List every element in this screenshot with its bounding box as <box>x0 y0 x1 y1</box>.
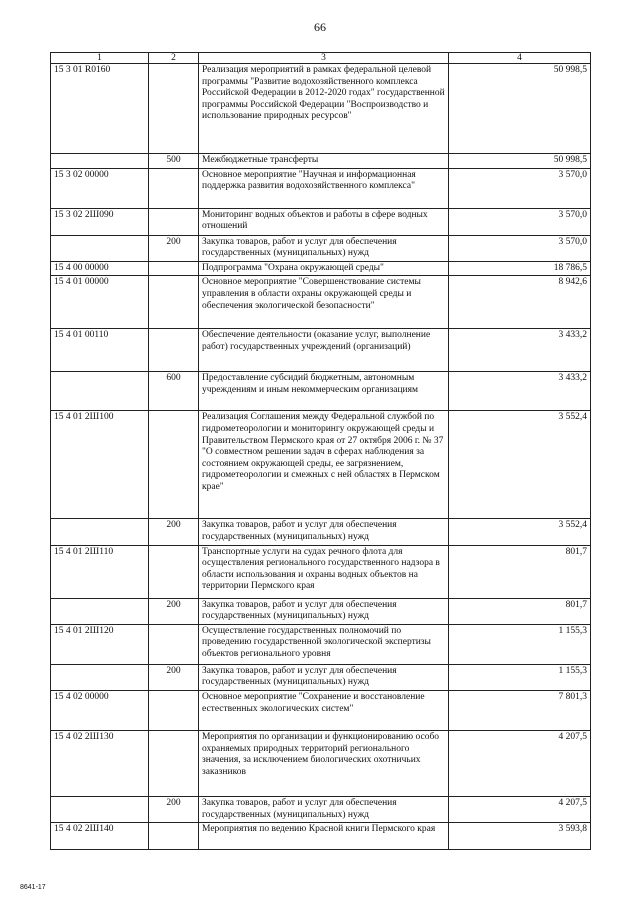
table-row <box>51 329 591 372</box>
row-code <box>51 519 149 545</box>
row-code: 15 4 01 2Ш120 <box>51 624 149 664</box>
row-amount: 3 570,0 <box>449 208 591 235</box>
row-amount: 50 998,5 <box>449 64 591 154</box>
table-row <box>51 519 591 545</box>
row-amount: 3 433,2 <box>449 329 591 372</box>
row-type <box>149 690 199 730</box>
row-type: 200 <box>149 519 199 545</box>
row-type <box>149 64 199 154</box>
row-code: 15 3 01 R0160 <box>51 64 149 154</box>
row-type: 200 <box>149 235 199 261</box>
row-name: Мониторинг водных объектов и работы в сфере водных отношений <box>199 208 449 235</box>
row-type: 200 <box>149 796 199 822</box>
table-row <box>51 823 591 850</box>
row-name: Основное мероприятие "Сохранение и восстановление естественных экологических систем" <box>199 690 449 730</box>
row-type <box>149 411 199 519</box>
table-row <box>51 168 591 208</box>
table-row <box>51 624 591 664</box>
row-name: Основное мероприятие "Совершенствование системы управления в области охраны окружающей среды и обеспечения экологической безопасности" <box>199 276 449 329</box>
row-amount: 4 207,5 <box>449 730 591 796</box>
row-amount: 3 552,4 <box>449 519 591 545</box>
page-number: 66 <box>314 20 326 34</box>
row-code: 15 4 02 2Ш140 <box>51 823 149 850</box>
row-name: Закупка товаров, работ и услуг для обеспечения государственных (муниципальных) нужд <box>199 796 449 822</box>
row-amount: 4 207,5 <box>449 796 591 822</box>
row-type: 200 <box>149 598 199 624</box>
row-type <box>149 730 199 796</box>
table-row <box>51 690 591 730</box>
table-row <box>51 261 591 276</box>
row-amount: 3 570,0 <box>449 168 591 208</box>
row-code <box>51 664 149 690</box>
table-row <box>51 276 591 329</box>
row-type: 200 <box>149 664 199 690</box>
header-col-2: 2 <box>149 53 199 64</box>
row-name: Мероприятия по организации и функционированию особо охраняемых природных территорий регионального значения, за исключением биологических охотничьих заказников <box>199 730 449 796</box>
header-col-4: 4 <box>449 53 591 64</box>
row-amount: 801,7 <box>449 545 591 598</box>
table-row <box>51 411 591 519</box>
row-code: 15 3 02 2Ш090 <box>51 208 149 235</box>
row-amount: 1 155,3 <box>449 664 591 690</box>
row-type <box>149 545 199 598</box>
row-name: Реализация мероприятий в рамках федеральной целевой программы "Развитие водохозяйственного комплекса Российской Федерации в 2012-2020 годах" государственной программы Российской Федерации "Воспроизводство и использование природных ресурсов" <box>199 64 449 154</box>
table-row <box>51 545 591 598</box>
row-amount: 8 942,6 <box>449 276 591 329</box>
row-type <box>149 823 199 850</box>
row-type <box>149 261 199 276</box>
document-code: 8641-17 <box>20 884 46 891</box>
table-row <box>51 598 591 624</box>
budget-table <box>50 52 591 850</box>
row-code: 15 4 01 00110 <box>51 329 149 372</box>
row-amount: 3 433,2 <box>449 372 591 411</box>
table-row <box>51 372 591 411</box>
row-amount: 3 593,8 <box>449 823 591 850</box>
table-header <box>51 53 591 64</box>
row-name: Основное мероприятие "Научная и информационная поддержка развития водохозяйственного комплекса" <box>199 168 449 208</box>
row-amount: 18 786,5 <box>449 261 591 276</box>
row-name: Межбюджетные трансферты <box>199 154 449 169</box>
row-type: 500 <box>149 154 199 169</box>
row-type <box>149 329 199 372</box>
table-row <box>51 796 591 822</box>
row-amount: 7 801,3 <box>449 690 591 730</box>
row-amount: 3 552,4 <box>449 411 591 519</box>
header-col-3: 3 <box>199 53 449 64</box>
table-row <box>51 64 591 154</box>
row-name: Закупка товаров, работ и услуг для обеспечения государственных (муниципальных) нужд <box>199 519 449 545</box>
row-code <box>51 235 149 261</box>
row-amount: 50 998,5 <box>449 154 591 169</box>
row-amount: 801,7 <box>449 598 591 624</box>
row-amount: 3 570,0 <box>449 235 591 261</box>
row-name: Осуществление государственных полномочий по проведению государственной экологической экспертизы объектов регионального уровня <box>199 624 449 664</box>
row-name: Подпрограмма "Охрана окружающей среды" <box>199 261 449 276</box>
table-row <box>51 730 591 796</box>
row-code <box>51 372 149 411</box>
row-code <box>51 154 149 169</box>
row-type <box>149 168 199 208</box>
row-amount: 1 155,3 <box>449 624 591 664</box>
row-name: Обеспечение деятельности (оказание услуг, выполнение работ) государственных учреждений (организаций) <box>199 329 449 372</box>
row-code: 15 4 01 00000 <box>51 276 149 329</box>
table-row <box>51 154 591 169</box>
row-code: 15 4 02 00000 <box>51 690 149 730</box>
row-type <box>149 276 199 329</box>
row-code: 15 4 02 2Ш130 <box>51 730 149 796</box>
row-name: Закупка товаров, работ и услуг для обеспечения государственных (муниципальных) нужд <box>199 664 449 690</box>
table-row <box>51 208 591 235</box>
row-code: 15 4 01 2Ш110 <box>51 545 149 598</box>
row-name: Предоставление субсидий бюджетным, автономным учреждениям и иным некоммерческим организациям <box>199 372 449 411</box>
row-name: Закупка товаров, работ и услуг для обеспечения государственных (муниципальных) нужд <box>199 235 449 261</box>
row-name: Закупка товаров, работ и услуг для обеспечения государственных (муниципальных) нужд <box>199 598 449 624</box>
row-code: 15 3 02 00000 <box>51 168 149 208</box>
row-type <box>149 208 199 235</box>
table-row <box>51 664 591 690</box>
row-code <box>51 796 149 822</box>
row-code <box>51 598 149 624</box>
row-name: Мероприятия по ведению Красной книги Пермского края <box>199 823 449 850</box>
row-type <box>149 624 199 664</box>
row-code: 15 4 00 00000 <box>51 261 149 276</box>
header-col-1: 1 <box>51 53 149 64</box>
row-code: 15 4 01 2Ш100 <box>51 411 149 519</box>
row-name: Реализация Соглашения между Федеральной службой по гидрометеорологии и мониторингу окружающей среды и Правительством Пермского края от 27 октября 2006 г. № 37 "О совместном решении задач в сферах наблюдения за состоянием окружающей среды, ее загрязнением, гидрометеорологии и смежных с ней областях в Пермском крае" <box>199 411 449 519</box>
row-type: 600 <box>149 372 199 411</box>
row-name: Транспортные услуги на судах речного флота для осуществления регионального государственного надзора в области использования и охраны водных объектов на территории Пермского края <box>199 545 449 598</box>
table-row <box>51 235 591 261</box>
